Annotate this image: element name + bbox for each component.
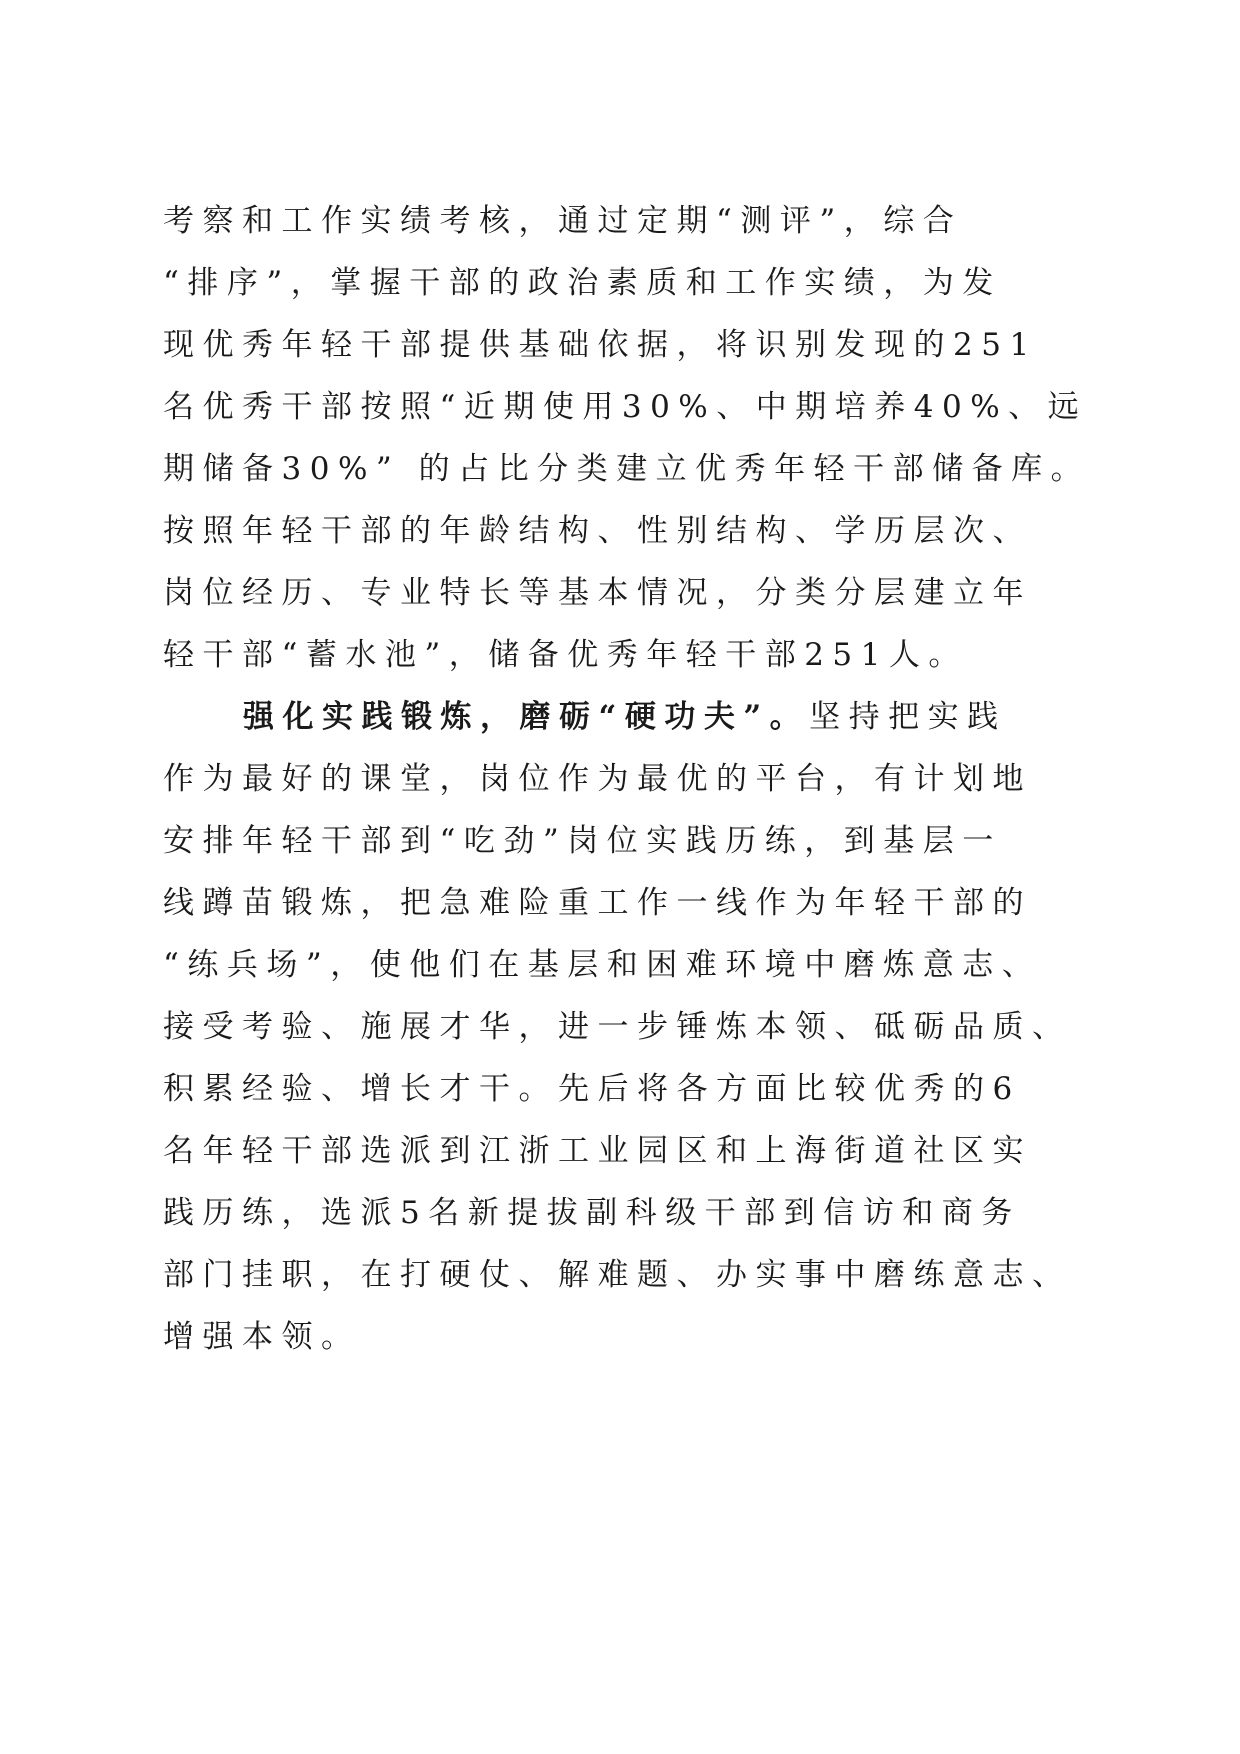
text-line: “练兵场”，使他们在基层和困难环境中磨炼意志、 [163, 947, 1042, 983]
paragraph-1 [163, 190, 1103, 686]
text-line: 现优秀年轻干部提供基础依据，将识别发现的251 [163, 327, 1038, 363]
text-line: 安排年轻干部到“吃劲”岗位实践历练，到基层一 [163, 823, 1002, 859]
text-line: 作为最好的课堂，岗位作为最优的平台，有计划地 [163, 761, 1032, 797]
paragraph-2 [163, 686, 1103, 1368]
text-line: 考察和工作实绩考核，通过定期“测评”，综合 [163, 203, 963, 239]
text-line: 部门挂职，在打硬仗、解难题、办实事中磨练意志、 [163, 1257, 1072, 1293]
text-line: 践历练，选派5名新提拔副科级干部到信访和商务 [163, 1195, 1021, 1231]
text-line: 按照年轻干部的年龄结构、性别结构、学历层次、 [163, 513, 1032, 549]
paragraph-2-first-line [163, 686, 1103, 748]
text-line: 轻干部“蓄水池”，储备优秀年轻干部251人。 [163, 637, 968, 673]
text-line: 增强本领。 [163, 1319, 361, 1355]
document-body [163, 190, 1103, 1368]
text-line: 名年轻干部选派到江浙工业园区和上海街道社区实 [163, 1133, 1032, 1169]
text-line: 接受考验、施展才华，进一步锤炼本领、砥砺品质、 [163, 1009, 1072, 1045]
text-line: 岗位经历、专业特长等基本情况，分类分层建立年 [163, 575, 1032, 611]
text-line: 期储备30%” 的占比分类建立优秀年轻干部储备库。 [163, 451, 1091, 487]
text-fragment: 坚持把实践 [809, 699, 1007, 735]
text-line: 名优秀干部按照“近期使用30%、中期培养40%、远 [163, 389, 1088, 425]
section-heading: 强化实践锻炼，磨砺“硬功夫”。 [243, 699, 810, 735]
text-line: 线蹲苗锻炼，把急难险重工作一线作为年轻干部的 [163, 885, 1032, 921]
text-line: “排序”，掌握干部的政治素质和工作实绩，为发 [163, 265, 1002, 301]
text-line: 积累经验、增长才干。先后将各方面比较优秀的6 [163, 1071, 1021, 1107]
